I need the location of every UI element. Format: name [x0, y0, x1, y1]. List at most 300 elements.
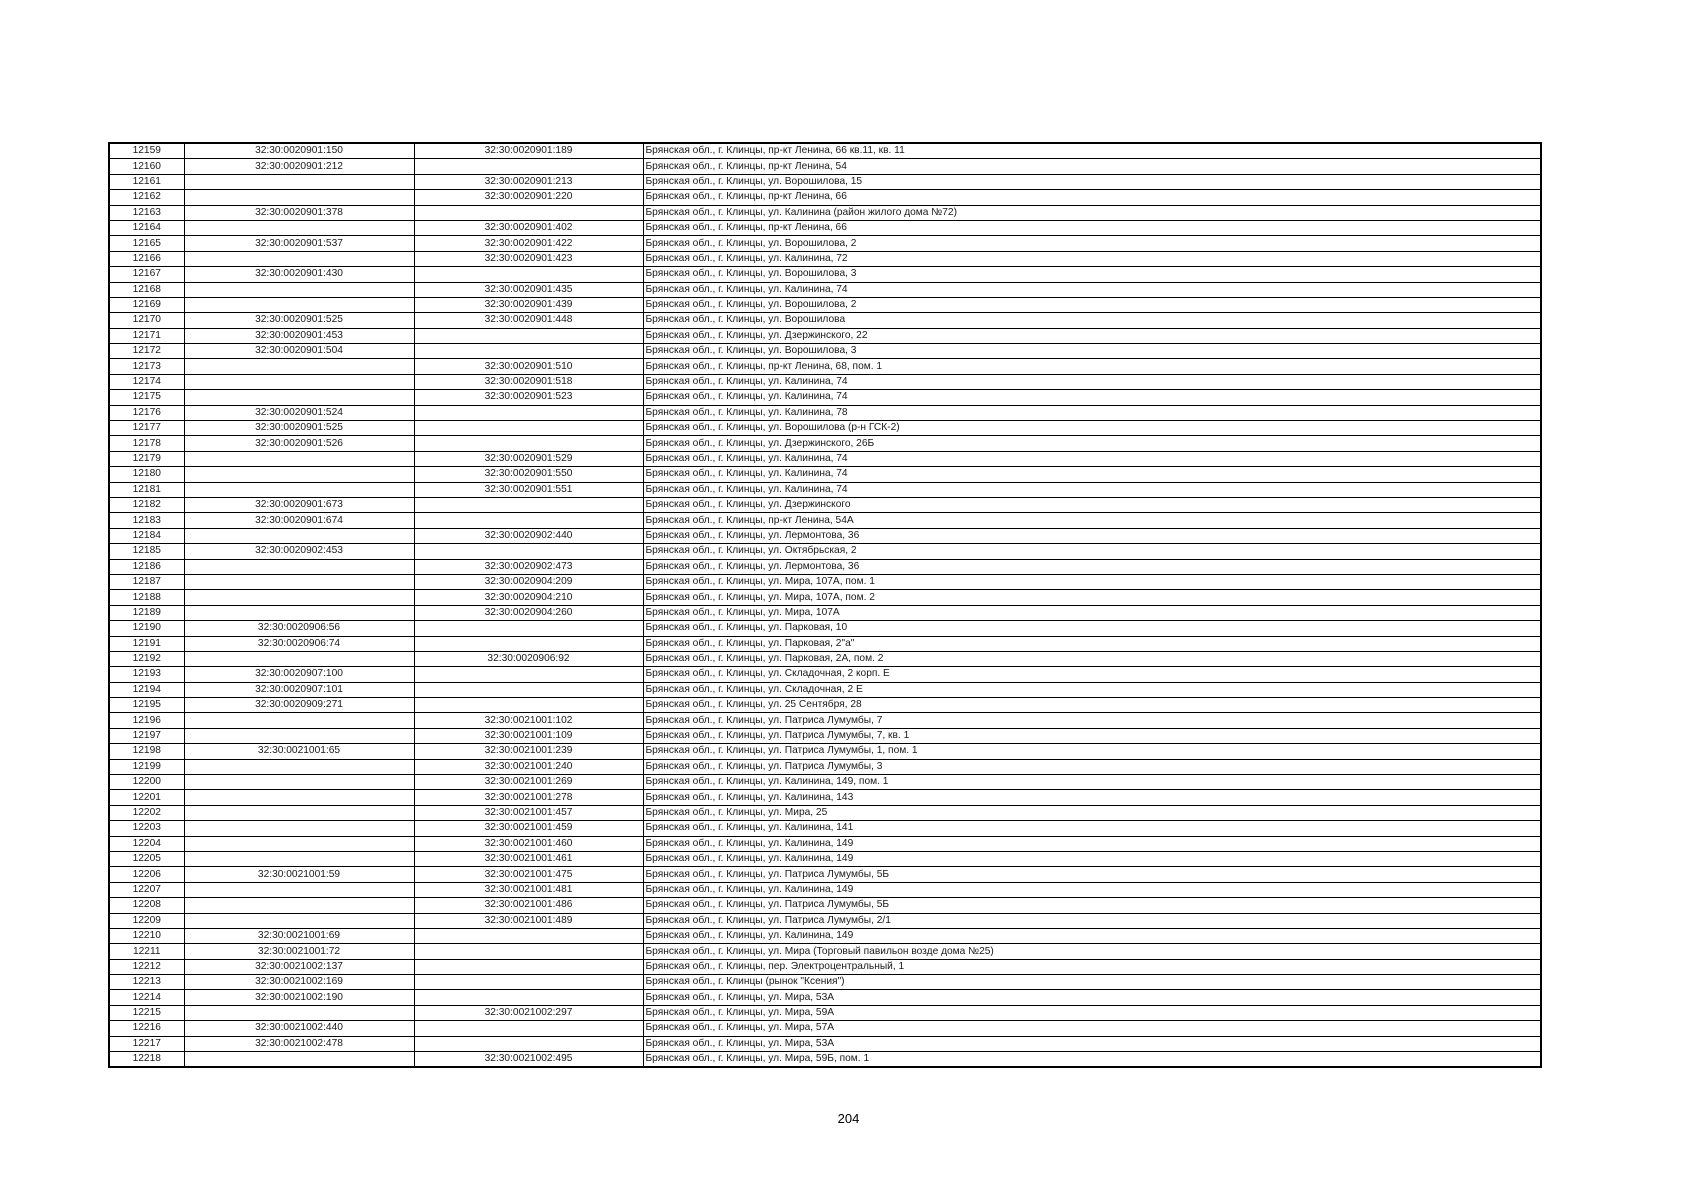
related-cadastral-number-cell: 32:30:0020901:213 [414, 174, 643, 189]
address-cell: Брянская обл., г. Клинцы, ул. Мира, 57А [643, 1021, 1541, 1036]
related-cadastral-number-cell [414, 421, 643, 436]
related-cadastral-number-cell: 32:30:0021001:457 [414, 805, 643, 820]
row-number-cell: 12192 [109, 651, 184, 666]
table-row [109, 205, 1541, 220]
cadastral-number-cell [184, 390, 414, 405]
row-number-cell: 12214 [109, 990, 184, 1005]
row-number-cell: 12215 [109, 1005, 184, 1020]
cadastral-number-cell: 32:30:0021002:190 [184, 990, 414, 1005]
table-row [109, 267, 1541, 282]
row-number-cell: 12167 [109, 267, 184, 282]
related-cadastral-number-cell [414, 975, 643, 990]
cadastral-number-cell [184, 559, 414, 574]
cadastral-number-cell [184, 651, 414, 666]
table-row [109, 713, 1541, 728]
cadastral-number-cell [184, 297, 414, 312]
row-number-cell: 12217 [109, 1036, 184, 1051]
row-number-cell: 12211 [109, 944, 184, 959]
related-cadastral-number-cell [414, 497, 643, 512]
cadastral-number-cell: 32:30:0021002:137 [184, 959, 414, 974]
page-number: 204 [837, 1111, 860, 1126]
address-cell: Брянская обл., г. Клинцы, ул. Калинина, 74 [643, 282, 1541, 297]
cadastral-number-cell [184, 821, 414, 836]
address-cell: Брянская обл., г. Клинцы, ул. Калинина, 149 [643, 928, 1541, 943]
cadastral-number-cell [184, 174, 414, 189]
table-row [109, 605, 1541, 620]
cadastral-number-cell [184, 605, 414, 620]
related-cadastral-number-cell [414, 544, 643, 559]
cadastral-number-cell: 32:30:0021002:478 [184, 1036, 414, 1051]
address-cell: Брянская обл., г. Клинцы, ул. Патриса Лумумбы, 1, пом. 1 [643, 744, 1541, 759]
cadastral-number-cell: 32:30:0021001:59 [184, 867, 414, 882]
related-cadastral-number-cell: 32:30:0021001:475 [414, 867, 643, 882]
address-cell: Брянская обл., г. Клинцы, ул. Калинина, 74 [643, 467, 1541, 482]
related-cadastral-number-cell: 32:30:0020901:518 [414, 374, 643, 389]
row-number-cell: 12209 [109, 913, 184, 928]
table-row [109, 421, 1541, 436]
related-cadastral-number-cell: 32:30:0020901:402 [414, 220, 643, 235]
address-cell: Брянская обл., г. Клинцы, пер. Электроцентральный, 1 [643, 959, 1541, 974]
row-number-cell: 12213 [109, 975, 184, 990]
related-cadastral-number-cell: 32:30:0020901:551 [414, 482, 643, 497]
table-row [109, 790, 1541, 805]
cadastral-number-cell [184, 482, 414, 497]
cadastral-number-cell: 32:30:0020901:674 [184, 513, 414, 528]
row-number-cell: 12208 [109, 898, 184, 913]
cadastral-number-cell [184, 451, 414, 466]
row-number-cell: 12160 [109, 159, 184, 174]
address-cell: Брянская обл., г. Клинцы, пр-кт Ленина, 66 кв.11, кв. 11 [643, 143, 1541, 159]
cadastral-number-cell [184, 713, 414, 728]
table-row [109, 328, 1541, 343]
table-row [109, 497, 1541, 512]
row-number-cell: 12172 [109, 344, 184, 359]
related-cadastral-number-cell: 32:30:0021001:489 [414, 913, 643, 928]
cadastral-number-cell [184, 836, 414, 851]
address-cell: Брянская обл., г. Клинцы, ул. Мира, 107А [643, 605, 1541, 620]
related-cadastral-number-cell [414, 344, 643, 359]
cadastral-number-cell [184, 528, 414, 543]
address-cell: Брянская обл., г. Клинцы, пр-кт Ленина, 54А [643, 513, 1541, 528]
cadastral-number-cell: 32:30:0020901:150 [184, 143, 414, 159]
related-cadastral-number-cell: 32:30:0020901:422 [414, 236, 643, 251]
row-number-cell: 12173 [109, 359, 184, 374]
table-row [109, 698, 1541, 713]
table-row [109, 359, 1541, 374]
related-cadastral-number-cell [414, 944, 643, 959]
row-number-cell: 12175 [109, 390, 184, 405]
cadastral-number-cell: 32:30:0020901:673 [184, 497, 414, 512]
address-cell: Брянская обл., г. Клинцы, ул. Калинина, 141 [643, 821, 1541, 836]
related-cadastral-number-cell: 32:30:0020901:510 [414, 359, 643, 374]
row-number-cell: 12190 [109, 621, 184, 636]
address-cell: Брянская обл., г. Клинцы, ул. Калинина, 143 [643, 790, 1541, 805]
related-cadastral-number-cell [414, 436, 643, 451]
related-cadastral-number-cell: 32:30:0020901:439 [414, 297, 643, 312]
property-registry-table [108, 142, 1542, 1068]
row-number-cell: 12200 [109, 775, 184, 790]
related-cadastral-number-cell: 32:30:0020904:260 [414, 605, 643, 620]
address-cell: Брянская обл., г. Клинцы, ул. Ворошилова, 3 [643, 344, 1541, 359]
table-row [109, 990, 1541, 1005]
cadastral-number-cell: 32:30:0021001:72 [184, 944, 414, 959]
table-row [109, 836, 1541, 851]
related-cadastral-number-cell: 32:30:0021001:102 [414, 713, 643, 728]
address-cell: Брянская обл., г. Клинцы, ул. Калинина, 72 [643, 251, 1541, 266]
row-number-cell: 12204 [109, 836, 184, 851]
row-number-cell: 12194 [109, 682, 184, 697]
address-cell: Брянская обл., г. Клинцы, ул. Калинина (район жилого дома №72) [643, 205, 1541, 220]
related-cadastral-number-cell [414, 513, 643, 528]
table-row [109, 651, 1541, 666]
address-cell: Брянская обл., г. Клинцы, ул. Мира, 59А [643, 1005, 1541, 1020]
table-row [109, 436, 1541, 451]
table-row [109, 913, 1541, 928]
cadastral-number-cell [184, 728, 414, 743]
related-cadastral-number-cell [414, 928, 643, 943]
address-cell: Брянская обл., г. Клинцы, ул. Октябрьская, 2 [643, 544, 1541, 559]
row-number-cell: 12183 [109, 513, 184, 528]
address-cell: Брянская обл., г. Клинцы, ул. Патриса Лумумбы, 5Б [643, 867, 1541, 882]
related-cadastral-number-cell [414, 682, 643, 697]
row-number-cell: 12205 [109, 851, 184, 866]
address-cell: Брянская обл., г. Клинцы, ул. Ворошилова (р-н ГСК-2) [643, 421, 1541, 436]
address-cell: Брянская обл., г. Клинцы, ул. Ворошилова, 2 [643, 236, 1541, 251]
related-cadastral-number-cell [414, 328, 643, 343]
address-cell: Брянская обл., г. Клинцы, ул. Ворошилова, 15 [643, 174, 1541, 189]
cadastral-number-cell [184, 759, 414, 774]
related-cadastral-number-cell: 32:30:0020904:210 [414, 590, 643, 605]
address-cell: Брянская обл., г. Клинцы, ул. 25 Сентября, 28 [643, 698, 1541, 713]
address-cell: Брянская обл., г. Клинцы, ул. Патриса Лумумбы, 5Б [643, 898, 1541, 913]
address-cell: Брянская обл., г. Клинцы, ул. Патриса Лумумбы, 7 [643, 713, 1541, 728]
row-number-cell: 12180 [109, 467, 184, 482]
row-number-cell: 12210 [109, 928, 184, 943]
table-row [109, 236, 1541, 251]
address-cell: Брянская обл., г. Клинцы, ул. Складочная, 2 Е [643, 682, 1541, 697]
table-row [109, 451, 1541, 466]
row-number-cell: 12165 [109, 236, 184, 251]
table-row [109, 220, 1541, 235]
cadastral-number-cell [184, 251, 414, 266]
cadastral-number-cell: 32:30:0020901:212 [184, 159, 414, 174]
related-cadastral-number-cell: 32:30:0020901:220 [414, 190, 643, 205]
related-cadastral-number-cell: 32:30:0021002:297 [414, 1005, 643, 1020]
address-cell: Брянская обл., г. Клинцы, ул. Мира, 59Б, пом. 1 [643, 1052, 1541, 1068]
related-cadastral-number-cell: 32:30:0021001:240 [414, 759, 643, 774]
table-row [109, 544, 1541, 559]
row-number-cell: 12169 [109, 297, 184, 312]
cadastral-number-cell [184, 1052, 414, 1068]
address-cell: Брянская обл., г. Клинцы, ул. Калинина, 149 [643, 851, 1541, 866]
address-cell: Брянская обл., г. Клинцы, ул. Калинина, 74 [643, 374, 1541, 389]
table-row [109, 190, 1541, 205]
table-row [109, 636, 1541, 651]
row-number-cell: 12207 [109, 882, 184, 897]
table-row [109, 390, 1541, 405]
cadastral-number-cell: 32:30:0020907:101 [184, 682, 414, 697]
cadastral-number-cell: 32:30:0020901:430 [184, 267, 414, 282]
table-row [109, 590, 1541, 605]
table-row [109, 744, 1541, 759]
related-cadastral-number-cell [414, 990, 643, 1005]
row-number-cell: 12218 [109, 1052, 184, 1068]
row-number-cell: 12197 [109, 728, 184, 743]
cadastral-number-cell [184, 282, 414, 297]
table-row [109, 574, 1541, 589]
row-number-cell: 12195 [109, 698, 184, 713]
related-cadastral-number-cell: 32:30:0021001:461 [414, 851, 643, 866]
table-row [109, 682, 1541, 697]
cadastral-number-cell [184, 805, 414, 820]
related-cadastral-number-cell: 32:30:0020904:209 [414, 574, 643, 589]
cadastral-number-cell: 32:30:0021002:440 [184, 1021, 414, 1036]
row-number-cell: 12216 [109, 1021, 184, 1036]
table-row [109, 559, 1541, 574]
related-cadastral-number-cell: 32:30:0020901:448 [414, 313, 643, 328]
address-cell: Брянская обл., г. Клинцы, ул. Мира, 25 [643, 805, 1541, 820]
address-cell: Брянская обл., г. Клинцы, пр-кт Ленина, 66 [643, 190, 1541, 205]
cadastral-number-cell [184, 574, 414, 589]
table-row [109, 297, 1541, 312]
related-cadastral-number-cell: 32:30:0021001:109 [414, 728, 643, 743]
table-row [109, 1005, 1541, 1020]
related-cadastral-number-cell: 32:30:0021001:460 [414, 836, 643, 851]
address-cell: Брянская обл., г. Клинцы, ул. Калинина, 74 [643, 451, 1541, 466]
table-row [109, 174, 1541, 189]
related-cadastral-number-cell: 32:30:0020901:189 [414, 143, 643, 159]
address-cell: Брянская обл., г. Клинцы, ул. Мира, 53А [643, 1036, 1541, 1051]
row-number-cell: 12164 [109, 220, 184, 235]
cadastral-number-cell [184, 898, 414, 913]
table-row [109, 805, 1541, 820]
row-number-cell: 12176 [109, 405, 184, 420]
table-row [109, 1052, 1541, 1068]
row-number-cell: 12189 [109, 605, 184, 620]
table-row [109, 975, 1541, 990]
row-number-cell: 12168 [109, 282, 184, 297]
address-cell: Брянская обл., г. Клинцы, ул. Дзержинского [643, 497, 1541, 512]
cadastral-number-cell [184, 1005, 414, 1020]
cadastral-number-cell: 32:30:0021001:69 [184, 928, 414, 943]
table-row [109, 1021, 1541, 1036]
related-cadastral-number-cell: 32:30:0021001:481 [414, 882, 643, 897]
address-cell: Брянская обл., г. Клинцы, ул. Дзержинского, 22 [643, 328, 1541, 343]
row-number-cell: 12186 [109, 559, 184, 574]
table-row [109, 405, 1541, 420]
cadastral-number-cell: 32:30:0020907:100 [184, 667, 414, 682]
related-cadastral-number-cell: 32:30:0021001:486 [414, 898, 643, 913]
cadastral-number-cell: 32:30:0020901:525 [184, 421, 414, 436]
cadastral-number-cell: 32:30:0020902:453 [184, 544, 414, 559]
table-row [109, 621, 1541, 636]
cadastral-number-cell [184, 374, 414, 389]
row-number-cell: 12159 [109, 143, 184, 159]
address-cell: Брянская обл., г. Клинцы, ул. Парковая, 2А, пом. 2 [643, 651, 1541, 666]
related-cadastral-number-cell [414, 1036, 643, 1051]
cadastral-number-cell [184, 190, 414, 205]
related-cadastral-number-cell [414, 959, 643, 974]
address-cell: Брянская обл., г. Клинцы, ул. Мира, 53А [643, 990, 1541, 1005]
address-cell: Брянская обл., г. Клинцы, ул. Калинина, 78 [643, 405, 1541, 420]
table-row [109, 1036, 1541, 1051]
row-number-cell: 12202 [109, 805, 184, 820]
cadastral-number-cell: 32:30:0020901:525 [184, 313, 414, 328]
row-number-cell: 12161 [109, 174, 184, 189]
cadastral-number-cell: 32:30:0020901:378 [184, 205, 414, 220]
address-cell: Брянская обл., г. Клинцы, ул. Калинина, 149 [643, 836, 1541, 851]
related-cadastral-number-cell [414, 1021, 643, 1036]
row-number-cell: 12185 [109, 544, 184, 559]
table-row [109, 513, 1541, 528]
row-number-cell: 12203 [109, 821, 184, 836]
address-cell: Брянская обл., г. Клинцы, ул. Патриса Лумумбы, 2/1 [643, 913, 1541, 928]
cadastral-number-cell: 32:30:0020909:271 [184, 698, 414, 713]
table-row [109, 251, 1541, 266]
row-number-cell: 12199 [109, 759, 184, 774]
table-row [109, 482, 1541, 497]
row-number-cell: 12212 [109, 959, 184, 974]
row-number-cell: 12170 [109, 313, 184, 328]
row-number-cell: 12196 [109, 713, 184, 728]
cadastral-number-cell [184, 790, 414, 805]
table-row [109, 313, 1541, 328]
table-row [109, 898, 1541, 913]
row-number-cell: 12191 [109, 636, 184, 651]
address-cell: Брянская обл., г. Клинцы, ул. Ворошилова [643, 313, 1541, 328]
row-number-cell: 12181 [109, 482, 184, 497]
related-cadastral-number-cell [414, 636, 643, 651]
cadastral-number-cell: 32:30:0020906:56 [184, 621, 414, 636]
address-cell: Брянская обл., г. Клинцы, ул. Калинина, 149 [643, 882, 1541, 897]
related-cadastral-number-cell [414, 405, 643, 420]
row-number-cell: 12174 [109, 374, 184, 389]
address-cell: Брянская обл., г. Клинцы, пр-кт Ленина, 68, пом. 1 [643, 359, 1541, 374]
cadastral-number-cell: 32:30:0020901:524 [184, 405, 414, 420]
cadastral-number-cell [184, 913, 414, 928]
related-cadastral-number-cell [414, 667, 643, 682]
address-cell: Брянская обл., г. Клинцы, ул. Ворошилова, 2 [643, 297, 1541, 312]
address-cell: Брянская обл., г. Клинцы, ул. Патриса Лумумбы, 7, кв. 1 [643, 728, 1541, 743]
related-cadastral-number-cell: 32:30:0020901:550 [414, 467, 643, 482]
cadastral-number-cell [184, 467, 414, 482]
related-cadastral-number-cell: 32:30:0020901:529 [414, 451, 643, 466]
row-number-cell: 12177 [109, 421, 184, 436]
table-row [109, 143, 1541, 159]
cadastral-number-cell: 32:30:0021002:169 [184, 975, 414, 990]
row-number-cell: 12178 [109, 436, 184, 451]
address-cell: Брянская обл., г. Клинцы, пр-кт Ленина, 54 [643, 159, 1541, 174]
table-row [109, 867, 1541, 882]
cadastral-number-cell: 32:30:0020901:453 [184, 328, 414, 343]
related-cadastral-number-cell: 32:30:0020906:92 [414, 651, 643, 666]
table-row [109, 528, 1541, 543]
row-number-cell: 12193 [109, 667, 184, 682]
address-cell: Брянская обл., г. Клинцы, пр-кт Ленина, 66 [643, 220, 1541, 235]
row-number-cell: 12166 [109, 251, 184, 266]
address-cell: Брянская обл., г. Клинцы, ул. Лермонтова, 36 [643, 528, 1541, 543]
address-cell: Брянская обл., г. Клинцы, ул. Парковая, 2"а" [643, 636, 1541, 651]
cadastral-number-cell [184, 882, 414, 897]
address-cell: Брянская обл., г. Клинцы, ул. Калинина, 149, пом. 1 [643, 775, 1541, 790]
row-number-cell: 12182 [109, 497, 184, 512]
related-cadastral-number-cell [414, 205, 643, 220]
row-number-cell: 12206 [109, 867, 184, 882]
address-cell: Брянская обл., г. Клинцы (рынок "Ксения") [643, 975, 1541, 990]
related-cadastral-number-cell [414, 267, 643, 282]
address-cell: Брянская обл., г. Клинцы, ул. Складочная, 2 корп. Е [643, 667, 1541, 682]
row-number-cell: 12188 [109, 590, 184, 605]
row-number-cell: 12184 [109, 528, 184, 543]
table-row [109, 467, 1541, 482]
address-cell: Брянская обл., г. Клинцы, ул. Дзержинского, 26Б [643, 436, 1541, 451]
related-cadastral-number-cell: 32:30:0020902:473 [414, 559, 643, 574]
cadastral-number-cell: 32:30:0020901:504 [184, 344, 414, 359]
table-row [109, 282, 1541, 297]
address-cell: Брянская обл., г. Клинцы, ул. Мира (Торговый павильон возде дома №25) [643, 944, 1541, 959]
address-cell: Брянская обл., г. Клинцы, ул. Ворошилова, 3 [643, 267, 1541, 282]
table-row [109, 344, 1541, 359]
table-row [109, 821, 1541, 836]
cadastral-number-cell [184, 775, 414, 790]
table-row [109, 928, 1541, 943]
cadastral-number-cell: 32:30:0020901:526 [184, 436, 414, 451]
address-cell: Брянская обл., г. Клинцы, ул. Патриса Лумумбы, 3 [643, 759, 1541, 774]
row-number-cell: 12162 [109, 190, 184, 205]
table-row [109, 959, 1541, 974]
cadastral-number-cell: 32:30:0020906:74 [184, 636, 414, 651]
cadastral-number-cell: 32:30:0020901:537 [184, 236, 414, 251]
address-cell: Брянская обл., г. Клинцы, ул. Калинина, 74 [643, 482, 1541, 497]
related-cadastral-number-cell: 32:30:0021001:459 [414, 821, 643, 836]
cadastral-number-cell [184, 220, 414, 235]
cadastral-number-cell [184, 590, 414, 605]
related-cadastral-number-cell: 32:30:0021002:495 [414, 1052, 643, 1068]
table-row [109, 159, 1541, 174]
address-cell: Брянская обл., г. Клинцы, ул. Лермонтова, 36 [643, 559, 1541, 574]
related-cadastral-number-cell [414, 159, 643, 174]
row-number-cell: 12163 [109, 205, 184, 220]
table-row [109, 728, 1541, 743]
cadastral-number-cell [184, 851, 414, 866]
row-number-cell: 12171 [109, 328, 184, 343]
table-row [109, 775, 1541, 790]
table-row [109, 667, 1541, 682]
table-row [109, 851, 1541, 866]
cadastral-number-cell [184, 359, 414, 374]
address-cell: Брянская обл., г. Клинцы, ул. Мира, 107А, пом. 2 [643, 590, 1541, 605]
related-cadastral-number-cell: 32:30:0021001:239 [414, 744, 643, 759]
address-cell: Брянская обл., г. Клинцы, ул. Парковая, 10 [643, 621, 1541, 636]
table-body [109, 143, 1541, 1067]
address-cell: Брянская обл., г. Клинцы, ул. Мира, 107А, пом. 1 [643, 574, 1541, 589]
address-cell: Брянская обл., г. Клинцы, ул. Калинина, 74 [643, 390, 1541, 405]
related-cadastral-number-cell: 32:30:0020901:435 [414, 282, 643, 297]
related-cadastral-number-cell [414, 621, 643, 636]
row-number-cell: 12201 [109, 790, 184, 805]
table-row [109, 759, 1541, 774]
related-cadastral-number-cell: 32:30:0020902:440 [414, 528, 643, 543]
related-cadastral-number-cell [414, 698, 643, 713]
related-cadastral-number-cell: 32:30:0021001:269 [414, 775, 643, 790]
related-cadastral-number-cell: 32:30:0020901:523 [414, 390, 643, 405]
related-cadastral-number-cell: 32:30:0020901:423 [414, 251, 643, 266]
table-row [109, 374, 1541, 389]
row-number-cell: 12179 [109, 451, 184, 466]
row-number-cell: 12198 [109, 744, 184, 759]
row-number-cell: 12187 [109, 574, 184, 589]
table-row [109, 882, 1541, 897]
